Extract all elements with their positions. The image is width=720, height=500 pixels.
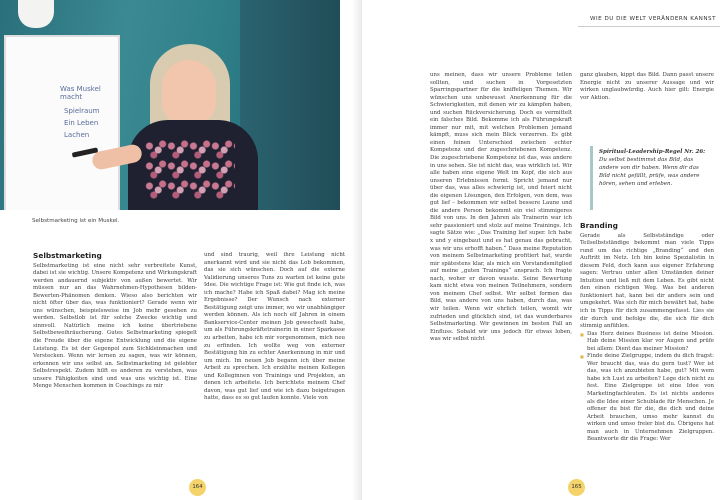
flipchart-line: Lachen bbox=[64, 131, 90, 139]
left-column-1 bbox=[33, 252, 197, 391]
lamp-shape bbox=[18, 0, 54, 28]
flipchart bbox=[4, 35, 120, 210]
running-head-rule bbox=[578, 26, 720, 27]
body-text: Gerade als Selbstständige oder Teilselbstständige bekommt man viele Tipps rund um das richtige „Branding“ und den Auftritt im Netz. Ich bin keine Spezialistin in diesem Feld, doch kann aus eigener Erfahrung sagen: Vertrau unter allen Umständen deiner Intuition und ließ mit dem Leben. Es gibt nicht den einen richtigen Weg. Was bei anderen funktioniert hat, kann bei dir anders sein und umgekehrt. Was sich für mich bewährt hat, habe ich in Tipps für dich zusammengefasst. Lies sie dir durch und befolge die, die sich für dich stimmig anfühlen. bbox=[580, 232, 714, 330]
body-text: uns meinen, dass wir unsere Probleme teilen sollten, und suchen in Vorgesetzten Sparringspartner für die kniffeligen Themen. Wir wünschen uns unbewusst Anerkennung für die Schwierigkeiten, mit denen wir zu kämpfen haben, und suchen Rückversicherung. Doch es vermittelt ein falsches Bild. Bekomme ich als Führungskraft immer nur mit, mit welchen Problemen jemand kämpft, muss sich mein Blick verzerren. Es gibt einen feinen Unterschied zwischen echter Kompetenz und der zugeschriebenen Kompetenz. Die zugeschriebene Kompetenz ist das, was andere in uns sehen. Sie ist nicht das, was wirklich ist. Wir alle haben eine eigene Welt im Kopf, die sich aus unseren Erlebnissen formt. Spricht jemand nur über das, was alles schwierig ist, und feiert nicht die eigenen Lösungen, den Erfolgen, von dem, was gut lief – bekommen wir selbst bessere Laune und die andere Person bekommt ein viel stimmigeres Bild von uns. In den Jahren als Trainerin war ich sehr passioniert und stolz auf meine Trainings. Ich sagte Sätze wie: „Das Training lief super. Ich habe x und y eingebaut und es hat genau das gebracht, was wir uns erhofft haben.“ Dass meine Reputation von meinem Selbstmarketing profitiert hat, wurde mir spätestens klar, als mich ein Vorstandsmitglied auf meine „guten Trainings“ ansprach. Ich fragte nach, woher er davon wusste. Seine Bewertung kam nicht etwa von meinen Teilnehmern, sondern von meinem Chef selbst. Wir selbst formen das Bild, was andere von uns haben, durch das, was wir teilen. Wenn wir ehrlich teilen, womit wir zufrieden und glücklich sind, ist das wunderbares Selbstmarketing. Wir gewinnen im besten Fall an Einfluss. Sobald wir uns jedoch für etwas loben, was wir selbst nicht bbox=[430, 72, 572, 343]
right-column-2-top bbox=[580, 72, 714, 102]
body-text: ganz glauben, kippt das Bild. Dann passt unsere Energie nicht zu unserer Aussage und wir wirken unglaubwürdig. Auch hier gilt: Energie vor Aktion. bbox=[580, 72, 714, 101]
left-page bbox=[0, 0, 358, 500]
list-item: ■ Das Herz deines Business ist deine Mission. Hab deine Mission klar vor Augen und prüfe bei allem: Dient das meiner Mission? bbox=[580, 331, 714, 354]
section-heading: Selbstmarketing bbox=[33, 251, 102, 260]
body-text: Selbstmarketing ist eine nicht sehr verbreitete Kunst, dabei ist sie wichtig. Unsere Kompetenz und Wirkungskraft werden andauernd subjektiv von außen bewertet. Wir müssen nur an das Wahrnehmen-Hypothesen bilden-Bewerten-Phänomen denken. Wieso also berichten wir nicht öfter über das, was funktioniert? Gerade wenn wir uns wünschen, beispielsweise im Job mehr gesehen zu werden. Selbstlob ist für solche Zwecke wichtig und sinnvoll. Natürlich meine ich keine übertriebene Selbstbeweihräucherung. Gutes Selbstmarketing spiegelt die Freude über die eigene Entwicklung und die eigene Leistung. Es ist der Gegenpol zum Sichkleinmachen und Verstecken. Wenn wir lernen zu sagen, was wir können, erkennen wir uns selbst an. Selbstmarketing ist gelebter Selbstrespekt. Zudem hilft es anderen zu verstehen, was unsere Fähigkeiten sind und was uns wichtig ist. Eine Menge Menschen kommen in Coachings zu mir bbox=[33, 262, 197, 390]
leadership-rule-box bbox=[590, 146, 710, 210]
flipchart-line: Ein Leben bbox=[64, 119, 99, 127]
list-item: ■ Finde deine Zielgruppe, indem du dich fragst: Wer braucht das, was du gern tust? Wer ist das, was ich anzubieten habe, gut? Mit wem habe ich Lust zu arbeiten? Lege dich nicht zu fest. Eine Zielgruppe ist eine Idee von Marketingfachleuten. Es ist nichts anderes als die Idee einer Schublade für Menschen. Je offener du bist für die, die dich und deine Arbeit brauchen, umso mehr kannst du wirken und umso freier bist du. Übrigens hat man auch in Unternehmen Zielgruppen. Beantworte dir die Frage: Wer bbox=[580, 353, 714, 444]
woman-figure bbox=[162, 60, 216, 126]
left-column-2 bbox=[204, 252, 345, 403]
flipchart-title: Was Muskel macht bbox=[60, 85, 101, 101]
photo-caption: Selbstmarketing ist ein Muskel. bbox=[32, 218, 120, 224]
rule-title: Spiritual-Leadership-Regel Nr. 26: bbox=[599, 149, 706, 155]
speaker-photo bbox=[0, 0, 340, 210]
page-number-left: 164 bbox=[189, 479, 206, 496]
page-number-right: 165 bbox=[568, 479, 585, 496]
rule-body: Du selbst bestimmst das Bild, das andere von dir haben. Wenn dir das Bild nicht gefällt, prüfe, was andere hören, sehen und erleben. bbox=[599, 157, 700, 187]
running-head: WIE DU DIE WELT VERÄNDERN KANNST bbox=[590, 16, 717, 22]
tips-list bbox=[580, 331, 714, 444]
right-column-1 bbox=[430, 72, 572, 344]
flipchart-line: Spielraum bbox=[64, 107, 100, 115]
quote-bar bbox=[590, 146, 593, 210]
body-text: und sind traurig, weil ihre Leistung nicht anerkannt wird und sie nicht das Lob bekommen, das sie sich wünschen. Doch auf die externe Validierung unseres Tuns zu warten ist keine gute Idee. Die wichtige Frage ist: Wie gut finde ich, was ich mache? Habe ich Spaß dabei? Mag ich meine Ergebnisse? Der Wunsch nach externer Bestätigung zeigt uns immer, wo wir unabhängiger werden können. Als ich noch elf Jahren in einem Bankservice-Center meinen Job gewechselt habe, um als Führungskräftetrainerin in einer Sparkasse zu arbeiten, habe ich mir vorgenommen, mich neu zu erfinden. Ich wollte weg von externer Bestätigung hin zu echter Anerkennung in mir und um mich. Im neuen Job begann ich über meine Arbeit zu sprechen. Ich erzählte meinen Kollegen und Kolleginnen von Trainings und Projekten, an denen ich arbeitete. Ich berichtete meinem Chef davon, was gut lief und wie ich dazu beigetragen hatte, dass es so gut laufen konnte. Viele von bbox=[204, 252, 345, 402]
right-column-2-branding bbox=[580, 222, 714, 444]
section-heading: Branding bbox=[580, 221, 618, 230]
